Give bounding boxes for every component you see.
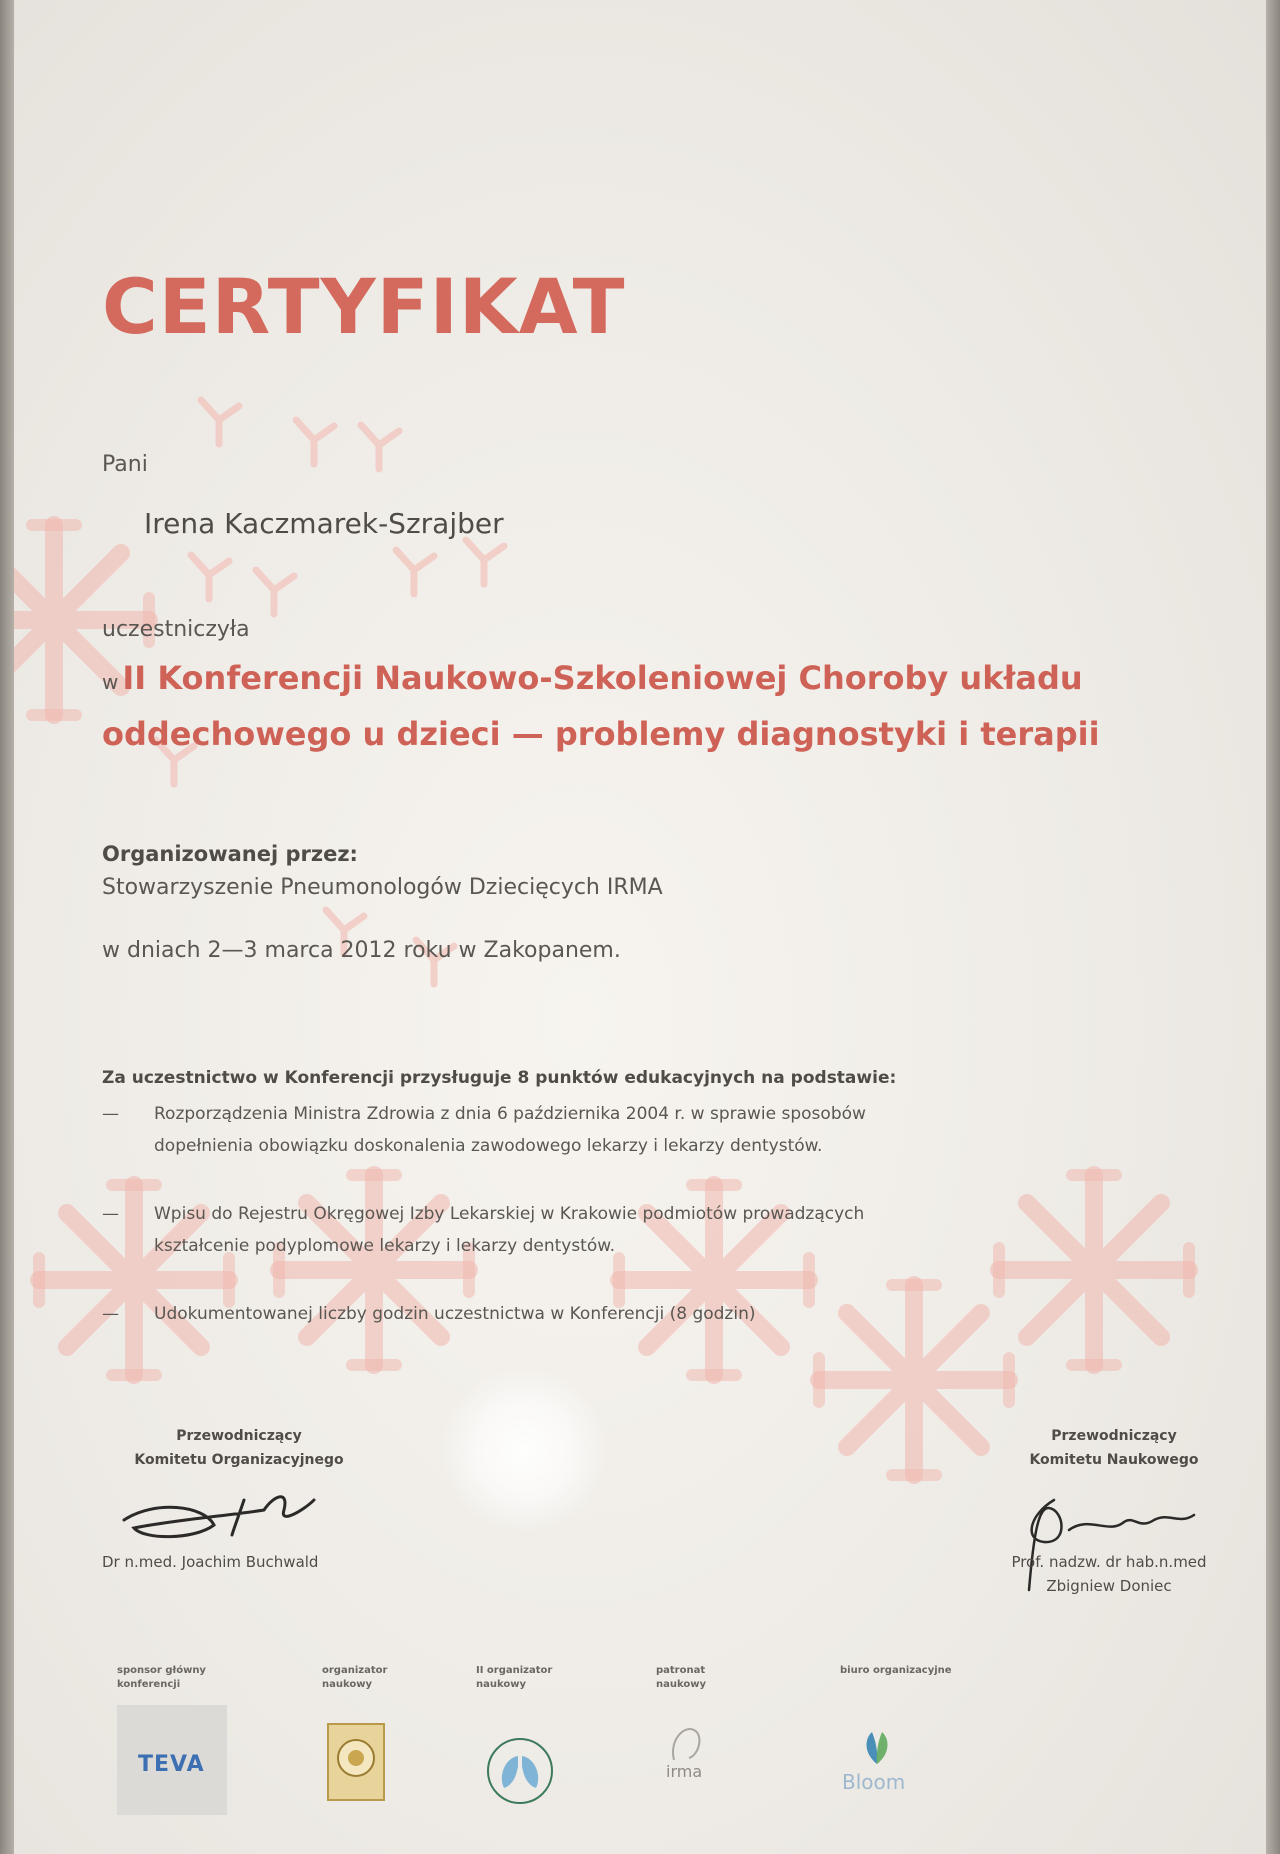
event-dates: w dniach 2—3 marca 2012 roku w Zakopanem. [102, 938, 621, 963]
sponsor-label-office: biuro organizacyjne [840, 1665, 952, 1676]
sponsor-label-main: sponsor główny konferencji [117, 1665, 206, 1690]
conference-line-1: w II Konferencji Naukowo-Szkoleniowej Choroby układu [102, 659, 1083, 697]
list-dash: — [102, 1104, 119, 1124]
recipient-name: Irena Kaczmarek-Szrajber [144, 507, 504, 540]
scientific-chair-name: Prof. nadzw. dr hab.n.med Zbigniew Doniec [1011, 1553, 1207, 1595]
sponsor-label-organizer: organizator naukowy [322, 1665, 388, 1690]
sponsor-label-patronage: patronat naukowy [656, 1665, 706, 1690]
points-heading: Za uczestnictwo w Konferencji przysługuje 8 punktów edukacyjnych na podstawie: [102, 1068, 897, 1088]
participation-text: uczestniczyła [102, 617, 250, 642]
organizer-logo [326, 1722, 386, 1802]
light-glare [434, 1370, 614, 1530]
basis-list [102, 1098, 1002, 1366]
organizing-chair-name: Dr n.med. Joachim Buchwald [102, 1553, 319, 1571]
scientific-committee-chair-title: Przewodniczący Komitetu Naukowego [1029, 1428, 1199, 1468]
conference-title [102, 652, 1202, 760]
list-item: — Wpisu do Rejestru Okręgowej Izby Lekarskiej w Krakowie podmiotów prowadzących kształcenie podyplomowe lekarzy i lekarzy dentystów. [102, 1198, 1002, 1262]
signature-left [114, 1480, 334, 1550]
irma-logo: irma [666, 1762, 703, 1781]
conference-line-2: oddechowego u dzieci — problemy diagnostyki i terapii [102, 715, 1100, 753]
conference-prefix: w [102, 670, 119, 694]
certificate-paper [14, 0, 1266, 1854]
bloom-logo-mark [854, 1724, 900, 1770]
organizing-committee-chair-title: Przewodniczący Komitetu Organizacyjnego [134, 1428, 344, 1468]
certificate-title: CERTYFIKAT [102, 262, 626, 351]
list-dash: — [102, 1304, 119, 1324]
organizer-name: Stowarzyszenie Pneumonologów Dziecięcych IRMA [102, 875, 663, 900]
teva-logo: TEVA [138, 1752, 205, 1777]
organized-by-label: Organizowanej przez: [102, 842, 358, 866]
list-dash: — [102, 1204, 119, 1224]
salutation: Pani [102, 452, 148, 477]
bloom-logo: Bloom [842, 1770, 906, 1794]
second-organizer-logo [480, 1736, 560, 1806]
list-item: — Udokumentowanej liczby godzin uczestnictwa w Konferencji (8 godzin) [102, 1298, 1002, 1330]
sponsor-label-second-organizer: II organizator naukowy [476, 1665, 553, 1690]
list-item: — Rozporządzenia Ministra Zdrowia z dnia 6 października 2004 r. w sprawie sposobów dopełnienia obowiązku doskonalenia zawodowego lekarzy i lekarzy dentystów. [102, 1098, 1002, 1162]
